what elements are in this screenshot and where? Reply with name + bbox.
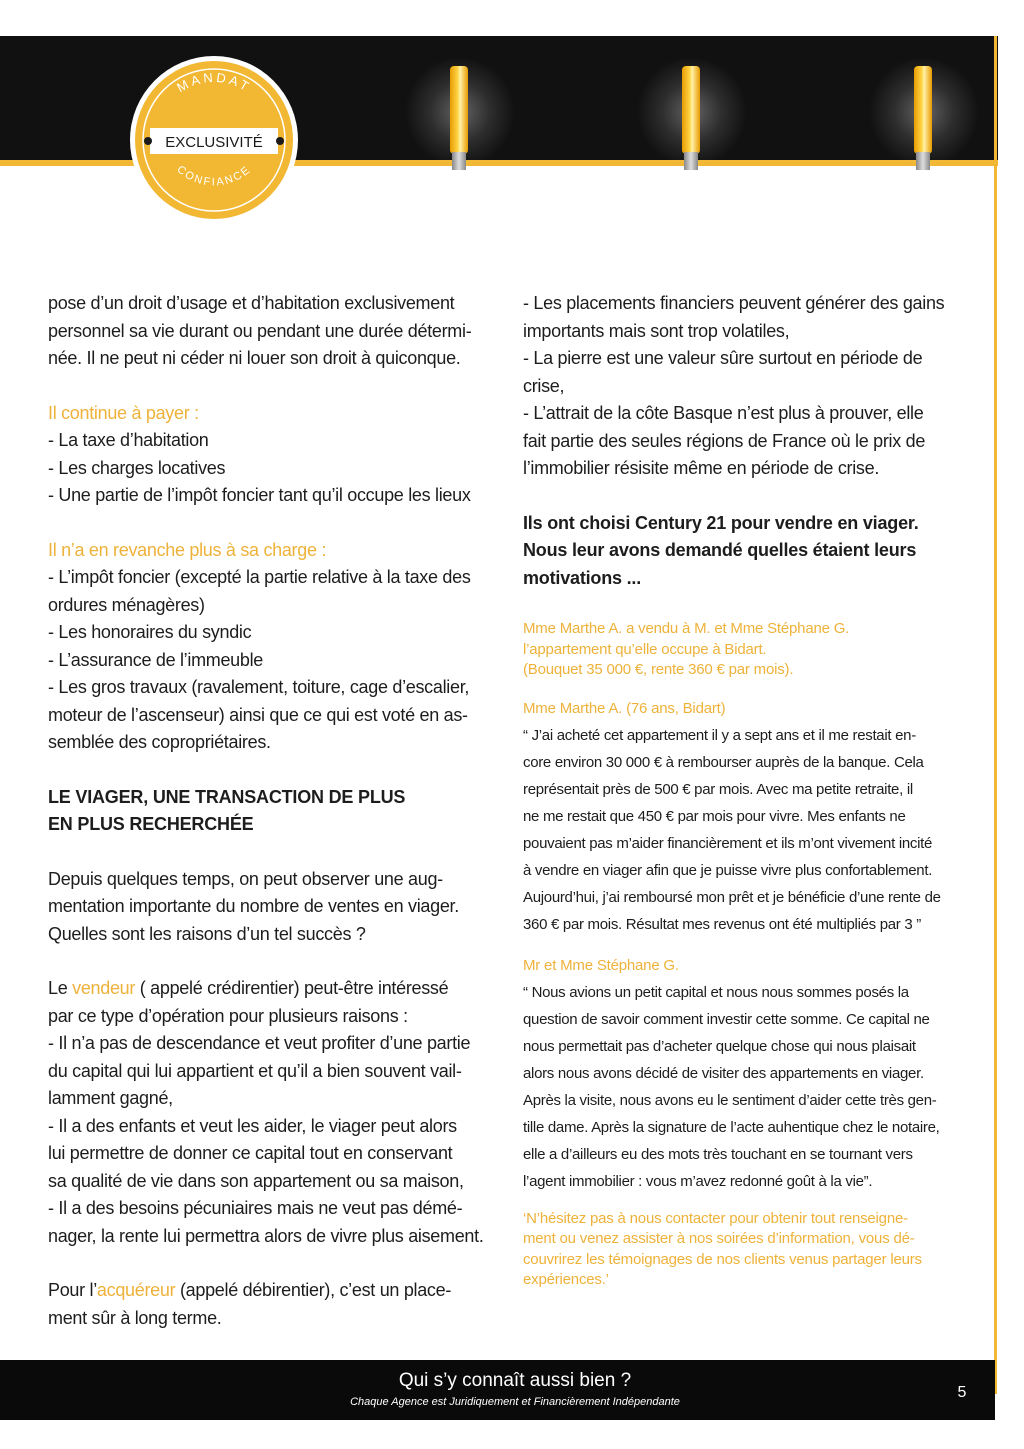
section-title-line: LE VIAGER, UNE TRANSACTION DE PLUS bbox=[48, 786, 406, 807]
text-line: ment sûr à long terme. bbox=[48, 1307, 222, 1328]
list-item: - Les honoraires du syndic bbox=[48, 622, 252, 642]
closing-invitation bbox=[523, 1209, 969, 1291]
text-line: ‘N’hésitez pas à nous contacter pour obtenir tout renseigne- bbox=[523, 1209, 908, 1227]
text-fragment: Pour l’ bbox=[48, 1280, 97, 1300]
list-item: - La pierre est une valeur sûre surtout en période de bbox=[523, 348, 923, 368]
list-item: - L’attrait de la côte Basque n’est plus à prouver, elle bbox=[523, 403, 924, 423]
text-line: personnel sa vie durant ou pendant une durée détermi- bbox=[48, 320, 472, 341]
text-line: - Il a des enfants et veut les aider, le viager peut alors bbox=[48, 1115, 457, 1136]
text-line: tille dame. Après la signature de l’acte auhentique chez le notaire, bbox=[523, 1118, 940, 1136]
buyer-testimonial-label: Mr et Mme Stéphane G. bbox=[523, 956, 679, 974]
list-item: - La taxe d’habitation bbox=[48, 430, 209, 450]
list-item: - L’assurance de l’immeuble bbox=[48, 649, 264, 670]
text-line: l’appartement qu’elle occupe à Bidart. bbox=[523, 640, 767, 658]
left-column bbox=[48, 290, 503, 1332]
intro-paragraph bbox=[48, 290, 503, 373]
text-line: nager, la rente lui permettra alors de vivre plus aisement. bbox=[48, 1225, 484, 1246]
seller-testimonial-label: Mme Marthe A. (76 ans, Bidart) bbox=[523, 699, 726, 717]
heading-line: Ils ont choisi Century 21 pour vendre en viager. bbox=[523, 512, 919, 533]
buyer-first-line bbox=[48, 1277, 503, 1305]
text-line: 360 € par mois. Résultat mes revenus ont été multipliés par 3 ” bbox=[523, 915, 921, 933]
section-intro bbox=[48, 866, 503, 949]
section-title bbox=[48, 784, 503, 839]
list-item: moteur de l’ascenseur) ainsi que ce qui est voté en as- bbox=[48, 704, 468, 725]
list-item: l’immobilier résisite même en période de crise. bbox=[523, 458, 880, 478]
text-line: lui permettre de donner ce capital tout en conservant bbox=[48, 1143, 453, 1163]
seal-bottom-text: CONFIANCE bbox=[174, 163, 254, 189]
seal-top-text: MANDAT bbox=[174, 69, 254, 96]
list-item: semblée des copropriétaires. bbox=[48, 732, 271, 752]
seal-center-text: EXCLUSIVITÉ bbox=[165, 134, 263, 151]
buyer-paragraph bbox=[48, 1277, 503, 1332]
text-line: alors nous avons décidé de visiter des appartements en viager. bbox=[523, 1064, 924, 1082]
seller-testimonial bbox=[523, 722, 969, 938]
continue-list bbox=[48, 427, 503, 510]
right-column bbox=[523, 290, 969, 1291]
text-line: sa qualité de vie dans son appartement ou sa maison, bbox=[48, 1170, 464, 1191]
heading-line: Nous leur avons demandé quelles étaient leurs bbox=[523, 540, 917, 560]
text-line: Aujourd’hui, j’ai remboursé mon prêt et je bénéficie d’une rente de bbox=[523, 888, 941, 906]
list-item: importants mais sont trop volatiles, bbox=[523, 320, 790, 341]
text-line: nous permettait pas d’acheter quelque chose qui nous plaisait bbox=[523, 1037, 916, 1055]
text-line: “ J’ai acheté cet appartement il y a sept ans et il me restait en- bbox=[523, 726, 916, 744]
text-line: couvrirez les témoignages de nos clients venus partager leurs bbox=[523, 1250, 922, 1268]
case-summary bbox=[523, 619, 969, 681]
text-line: elle a d’ailleurs eu des mots très touchant en se tournant vers bbox=[523, 1145, 913, 1163]
list-item: fait partie des seules régions de France où le prix de bbox=[523, 430, 926, 451]
text-line: à vendre en viager afin que je puisse vivre plus confortablement. bbox=[523, 861, 933, 879]
heading-line: motivations ... bbox=[523, 567, 642, 588]
seller-first-line bbox=[48, 975, 503, 1003]
text-line: du capital qui lui appartient et qu’il a bien souvent vail- bbox=[48, 1060, 462, 1081]
section-title-line: EN PLUS RECHERCHÉE bbox=[48, 814, 254, 834]
text-line: ne me restait que 450 € par mois pour vivre. Mes enfants ne bbox=[523, 807, 906, 825]
lamp-icon bbox=[632, 52, 752, 172]
lamp-icon bbox=[864, 52, 984, 172]
buyer-keyword: acquéreur bbox=[96, 1280, 176, 1300]
continue-heading: Il continue à payer : bbox=[48, 402, 199, 423]
text-line: core environ 30 000 € à rembourser auprès de la banque. Cela bbox=[523, 753, 924, 771]
text-fragment: ( appelé crédirentier) peut-être intéressé bbox=[135, 978, 449, 998]
text-line: (Bouquet 35 000 €, rente 360 € par mois). bbox=[523, 661, 794, 678]
text-line: Après la visite, nous avons eu le sentiment d’aider cette très gen- bbox=[523, 1091, 937, 1109]
text-line: ment ou venez assister à nos soirées d’information, vous dé- bbox=[523, 1230, 915, 1247]
text-line: “ Nous avions un petit capital et nous nous sommes posés la bbox=[523, 983, 909, 1001]
list-item: ordures ménagères) bbox=[48, 594, 205, 615]
lamp-icon bbox=[400, 52, 520, 172]
list-item: - Une partie de l’impôt foncier tant qu’il occupe les lieux bbox=[48, 485, 471, 505]
text-line: par ce type d’opération pour plusieurs raisons : bbox=[48, 1005, 408, 1026]
text-fragment: Le bbox=[48, 978, 73, 998]
text-line: Mme Marthe A. a vendu à M. et Mme Stéphane G. bbox=[523, 620, 850, 637]
footer-title: Qui s’y connaît aussi bien ? bbox=[398, 1370, 632, 1391]
footer-subtitle: Chaque Agence est Juridiquement et Financièrement Indépendante bbox=[350, 1396, 680, 1408]
list-item: - L’impôt foncier (excepté la partie relative à la taxe des bbox=[48, 567, 471, 587]
text-line: mentation importante du nombre de ventes en viager. bbox=[48, 896, 459, 916]
buyer-testimonial bbox=[523, 979, 969, 1195]
text-line: Quelles sont les raisons d’un tel succès ? bbox=[48, 923, 366, 944]
seller-keyword: vendeur bbox=[72, 978, 136, 998]
list-item: - Les placements financiers peuvent générer des gains bbox=[523, 293, 945, 313]
text-line: expériences.’ bbox=[523, 1271, 609, 1288]
no-longer-list bbox=[48, 564, 503, 757]
text-line: représentait près de 500 € par mois. Avec ma petite retraite, il bbox=[523, 780, 913, 798]
seller-paragraph bbox=[48, 975, 503, 1250]
text-line: l’agent immobilier : vous m’avez redonné goût à la vie”. bbox=[523, 1172, 873, 1190]
reasons-list bbox=[523, 290, 969, 483]
text-line: - Il a des besoins pécuniaires mais ne veut pas démé- bbox=[48, 1198, 463, 1218]
text-line: pose d’un droit d’usage et d’habitation exclusivement bbox=[48, 293, 455, 313]
text-line: lamment gagné, bbox=[48, 1088, 173, 1108]
list-item: - Les gros travaux (ravalement, toiture, cage d’escalier, bbox=[48, 677, 470, 697]
text-line: question de savoir comment investir cette somme. Ce capital ne bbox=[523, 1010, 930, 1028]
page-number: 5 bbox=[957, 1384, 967, 1401]
text-line: née. Il ne peut ni céder ni louer son droit à quiconque. bbox=[48, 348, 461, 368]
text-fragment: (appelé débirentier), c’est un place- bbox=[175, 1280, 452, 1300]
text-line: Depuis quelques temps, on peut observer une aug- bbox=[48, 868, 443, 889]
text-line: - Il n’a pas de descendance et veut profiter d’une partie bbox=[48, 1033, 471, 1053]
choice-heading bbox=[523, 510, 969, 593]
text-line: pouvaient pas m’aider financièrement et ils m’ont vivement incité bbox=[523, 834, 933, 852]
exclusivity-seal bbox=[128, 54, 300, 226]
list-item: - Les charges locatives bbox=[48, 457, 226, 478]
no-longer-heading: Il n’a en revanche plus à sa charge : bbox=[48, 539, 327, 560]
list-item: crise, bbox=[523, 375, 565, 396]
page-frame-border bbox=[994, 36, 997, 1394]
